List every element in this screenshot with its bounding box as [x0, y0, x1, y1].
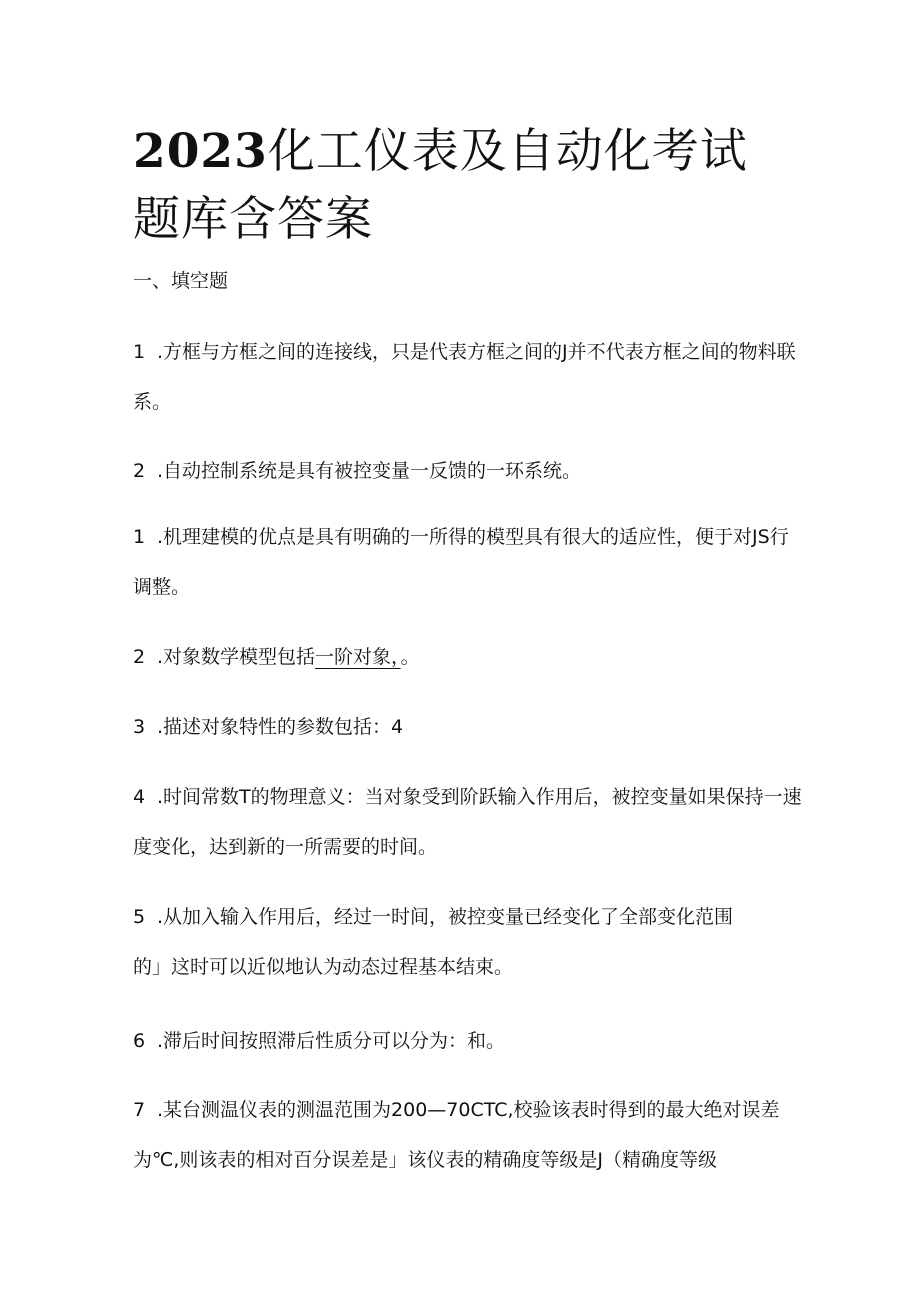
question-number: 4 — [133, 786, 146, 808]
question-text: .滞后时间按照滞后性质分可以分为：和。 — [157, 1030, 506, 1052]
question-number: 6 — [133, 1030, 146, 1052]
question-item — [133, 446, 803, 496]
question-number: 7 — [133, 1099, 146, 1121]
question-text: .从加入输入作用后，经过一时间，被控变量已经变化了全部变化范围 — [157, 906, 734, 928]
question-item — [133, 1016, 803, 1066]
question-item — [133, 892, 803, 992]
question-number: 1 — [133, 526, 146, 548]
question-number: 1 — [133, 341, 146, 363]
question-text: .时间常数T的物理意义：当对象受到阶跃输入作用后，被控变量如果保持一速度变化，达到新的一所需要的时间。 — [133, 786, 802, 858]
question-text: .机理建模的优点是具有明确的一所得的模型具有很大的适应性，便于对JS行调整。 — [133, 526, 789, 598]
question-item — [133, 512, 803, 612]
document-title — [133, 118, 793, 254]
question-text: .方框与方框之间的连接线，只是代表方框之间的J并不代表方框之间的物料联系。 — [133, 341, 796, 413]
question-number: 2 — [133, 460, 146, 482]
question-text: .某台测温仪表的测温范围为200—70CTC,校验该表时得到的最大绝对误差为℃,则该表的相对百分误差是」该仪表的精确度等级是J（精确度等级 — [133, 1099, 780, 1171]
question-item — [133, 632, 803, 682]
question-item — [133, 1085, 803, 1185]
question-item — [133, 702, 803, 752]
question-number: 2 — [133, 646, 146, 668]
question-item — [133, 327, 803, 427]
question-text-continued: 的」这时可以近似地认为动态过程基本结束。 — [133, 956, 514, 978]
title-year: 2023 — [133, 124, 268, 179]
question-text-end: 。 — [400, 646, 420, 668]
question-item — [133, 772, 803, 872]
question-text: .描述对象特性的参数包括：4 — [157, 716, 404, 738]
underlined-answer: 一阶对象， — [315, 646, 401, 668]
section-heading: 一、填空题 — [133, 270, 229, 292]
title-text: 化工仪表及自动化考试题库含答案 — [133, 124, 748, 247]
question-number: 5 — [133, 906, 146, 928]
question-number: 3 — [133, 716, 146, 738]
question-text: .对象数学模型包括 — [157, 646, 316, 668]
question-text: .自动控制系统是具有被控变量一反馈的一环系统。 — [157, 460, 582, 482]
